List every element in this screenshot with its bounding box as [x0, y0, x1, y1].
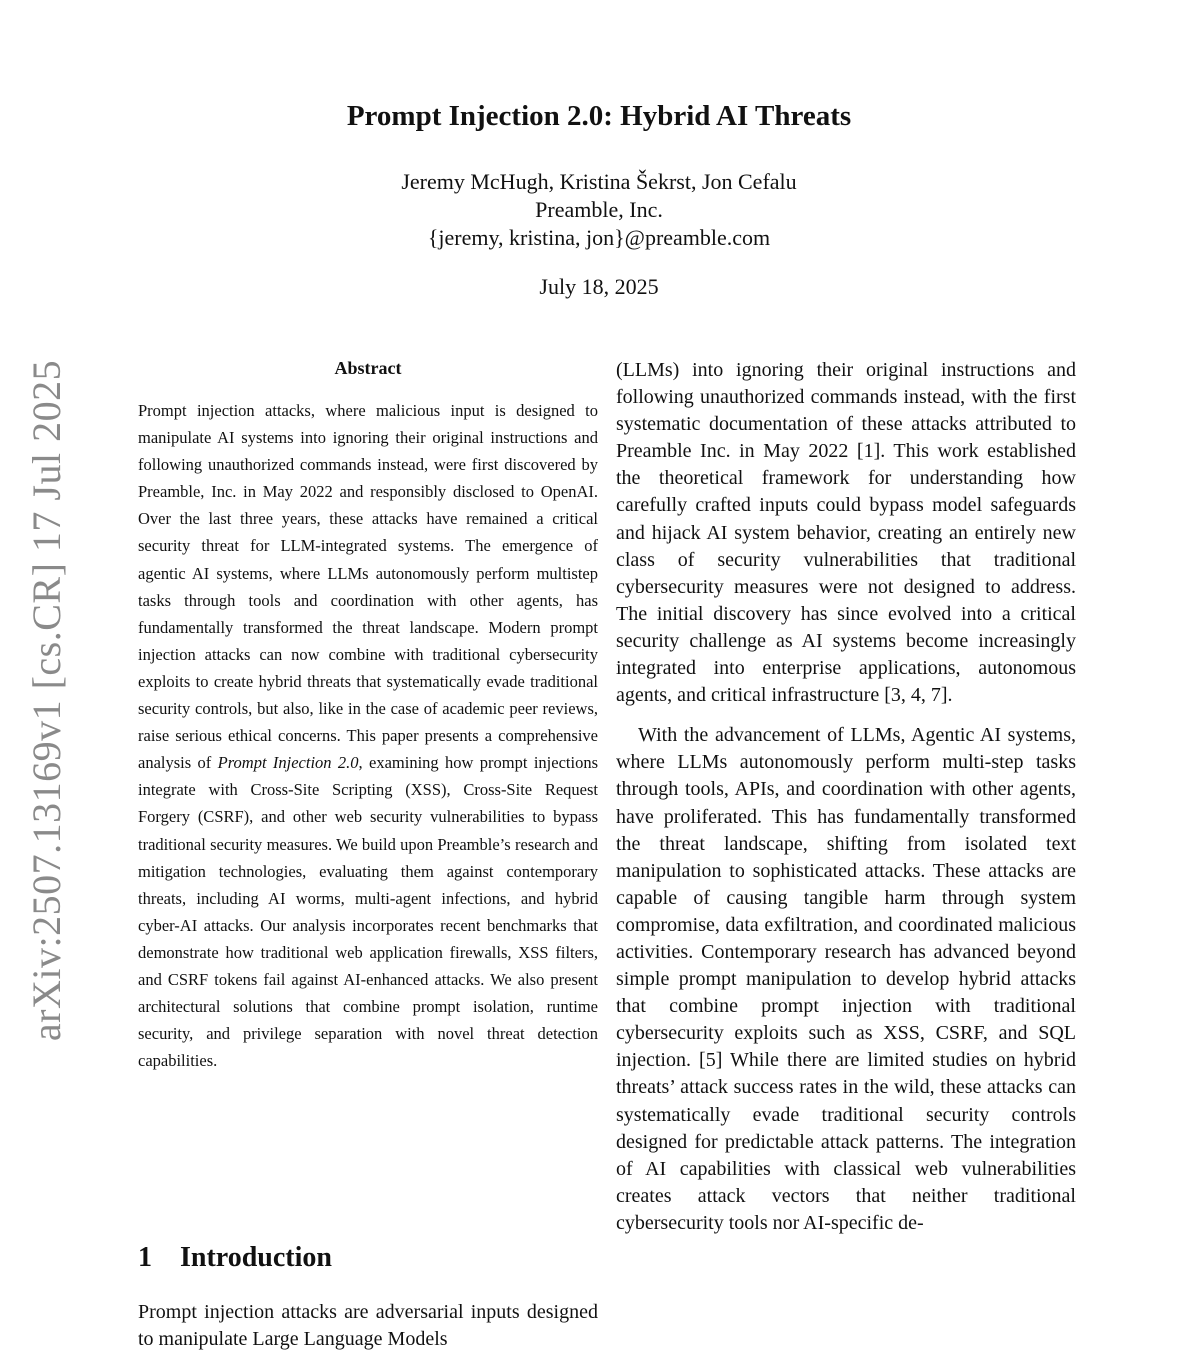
abstract-text-part-2: , examining how prompt injections integrate with Cross-Site Scripting (XSS), Cross-Site Request Forgery (CSRF), and other web security vulnerabilities to bypass traditional security measures. We build upon Preamble’s research and mitigation technologies, evaluating them against contemporary threats, including AI worms, multi-agent infections, and hybrid cyber-AI attacks. Our analysis incorporates recent benchmarks that demonstrate how traditional web application firewalls, XSS filters, and CSRF tokens fail against AI-enhanced attacks. We also present architectural solutions that combine prompt isolation, runtime security, and privilege separation with novel threat detection capabilities. — [138, 753, 598, 1071]
abstract-emphasis: Prompt Injection 2.0 — [217, 753, 359, 773]
intro-paragraph-continued: (LLMs) into ignoring their original instructions and following unauthorized commands instead, with the first systematic documentation of these attacks attributed to Preamble Inc. in May 2022 [1]. This work established the theoretical framework for understanding how carefully crafted inputs could bypass model safeguards and hijack AI system behavior, creating an entirely new class of security vulnerabilities that traditional cybersecurity measures were not designed to address. The initial discovery has since evolved into a critical security challenge as AI systems become increasingly integrated into enterprise applications, autonomous agents, and critical infrastructure [3, 4, 7]. — [616, 359, 1076, 707]
right-column — [616, 357, 1076, 1237]
abstract-text — [138, 397, 598, 1074]
author-email: {jeremy, kristina, jon}@preamble.com — [427, 225, 771, 250]
section-heading-introduction — [138, 1242, 332, 1274]
author-block — [0, 168, 1198, 252]
arxiv-sidebar — [22, 355, 72, 1045]
section-number: 1 — [138, 1242, 152, 1273]
left-column — [138, 358, 598, 1074]
section-title: Introduction — [180, 1242, 332, 1273]
abstract-heading: Abstract — [334, 358, 402, 378]
paper-date: July 18, 2025 — [539, 274, 659, 299]
paper-title: Prompt Injection 2.0: Hybrid AI Threats — [346, 100, 852, 132]
intro-paragraph-agentic: With the advancement of LLMs, Agentic AI systems, where LLMs autonomously perform multi-step tasks through tools, APIs, and coordination with other agents, have proliferated. This has fundamentally transformed the threat landscape, shifting from isolated text manipulation to sophisticated attacks. These attacks are capable of causing tangible harm through system compromise, data exfiltration, and coordinated malicious activities. Contemporary research has advanced beyond simple prompt manipulation to develop hybrid attacks that combine prompt injection with traditional cybersecurity exploits such as XSS, CSRF, and SQL injection. [5] While there are limited studies on hybrid threats’ attack success rates in the wild, these attacks can systematically evade traditional security controls designed for predictable attack patterns. The integration of AI capabilities with classical web vulnerabilities creates attack vectors that neither traditional cybersecurity tools nor AI-specific de- — [616, 724, 1076, 1234]
abstract-text-part-1: Prompt injection attacks, where malicious input is designed to manipulate AI systems into ignoring their original instructions and following unauthorized commands instead, were first discovered by Preamble, Inc. in May 2022 and responsibly disclosed to OpenAI. Over the last three years, these attacks have remained a critical security threat for LLM-integrated systems. The emergence of agentic AI systems, where LLMs autonomously perform multistep tasks through tools and coordination with other agents, has fundamentally transformed the threat landscape. Modern prompt injection attacks can now combine with traditional cybersecurity exploits to create hybrid threats that systematically evade traditional security controls, but also, like in the case of academic peer reviews, raise serious ethical concerns. This paper presents a comprehensive analysis of — [138, 401, 598, 773]
intro-paragraph-start: Prompt injection attacks are adversarial inputs designed to manipulate Large Language Models — [138, 1301, 598, 1350]
author-affiliation: Preamble, Inc. — [535, 197, 663, 222]
arxiv-identifier: arXiv:2507.13169v1 [cs.CR] 17 Jul 2025 — [24, 359, 70, 1041]
author-names: Jeremy McHugh, Kristina Šekrst, Jon Cefalu — [401, 169, 797, 194]
